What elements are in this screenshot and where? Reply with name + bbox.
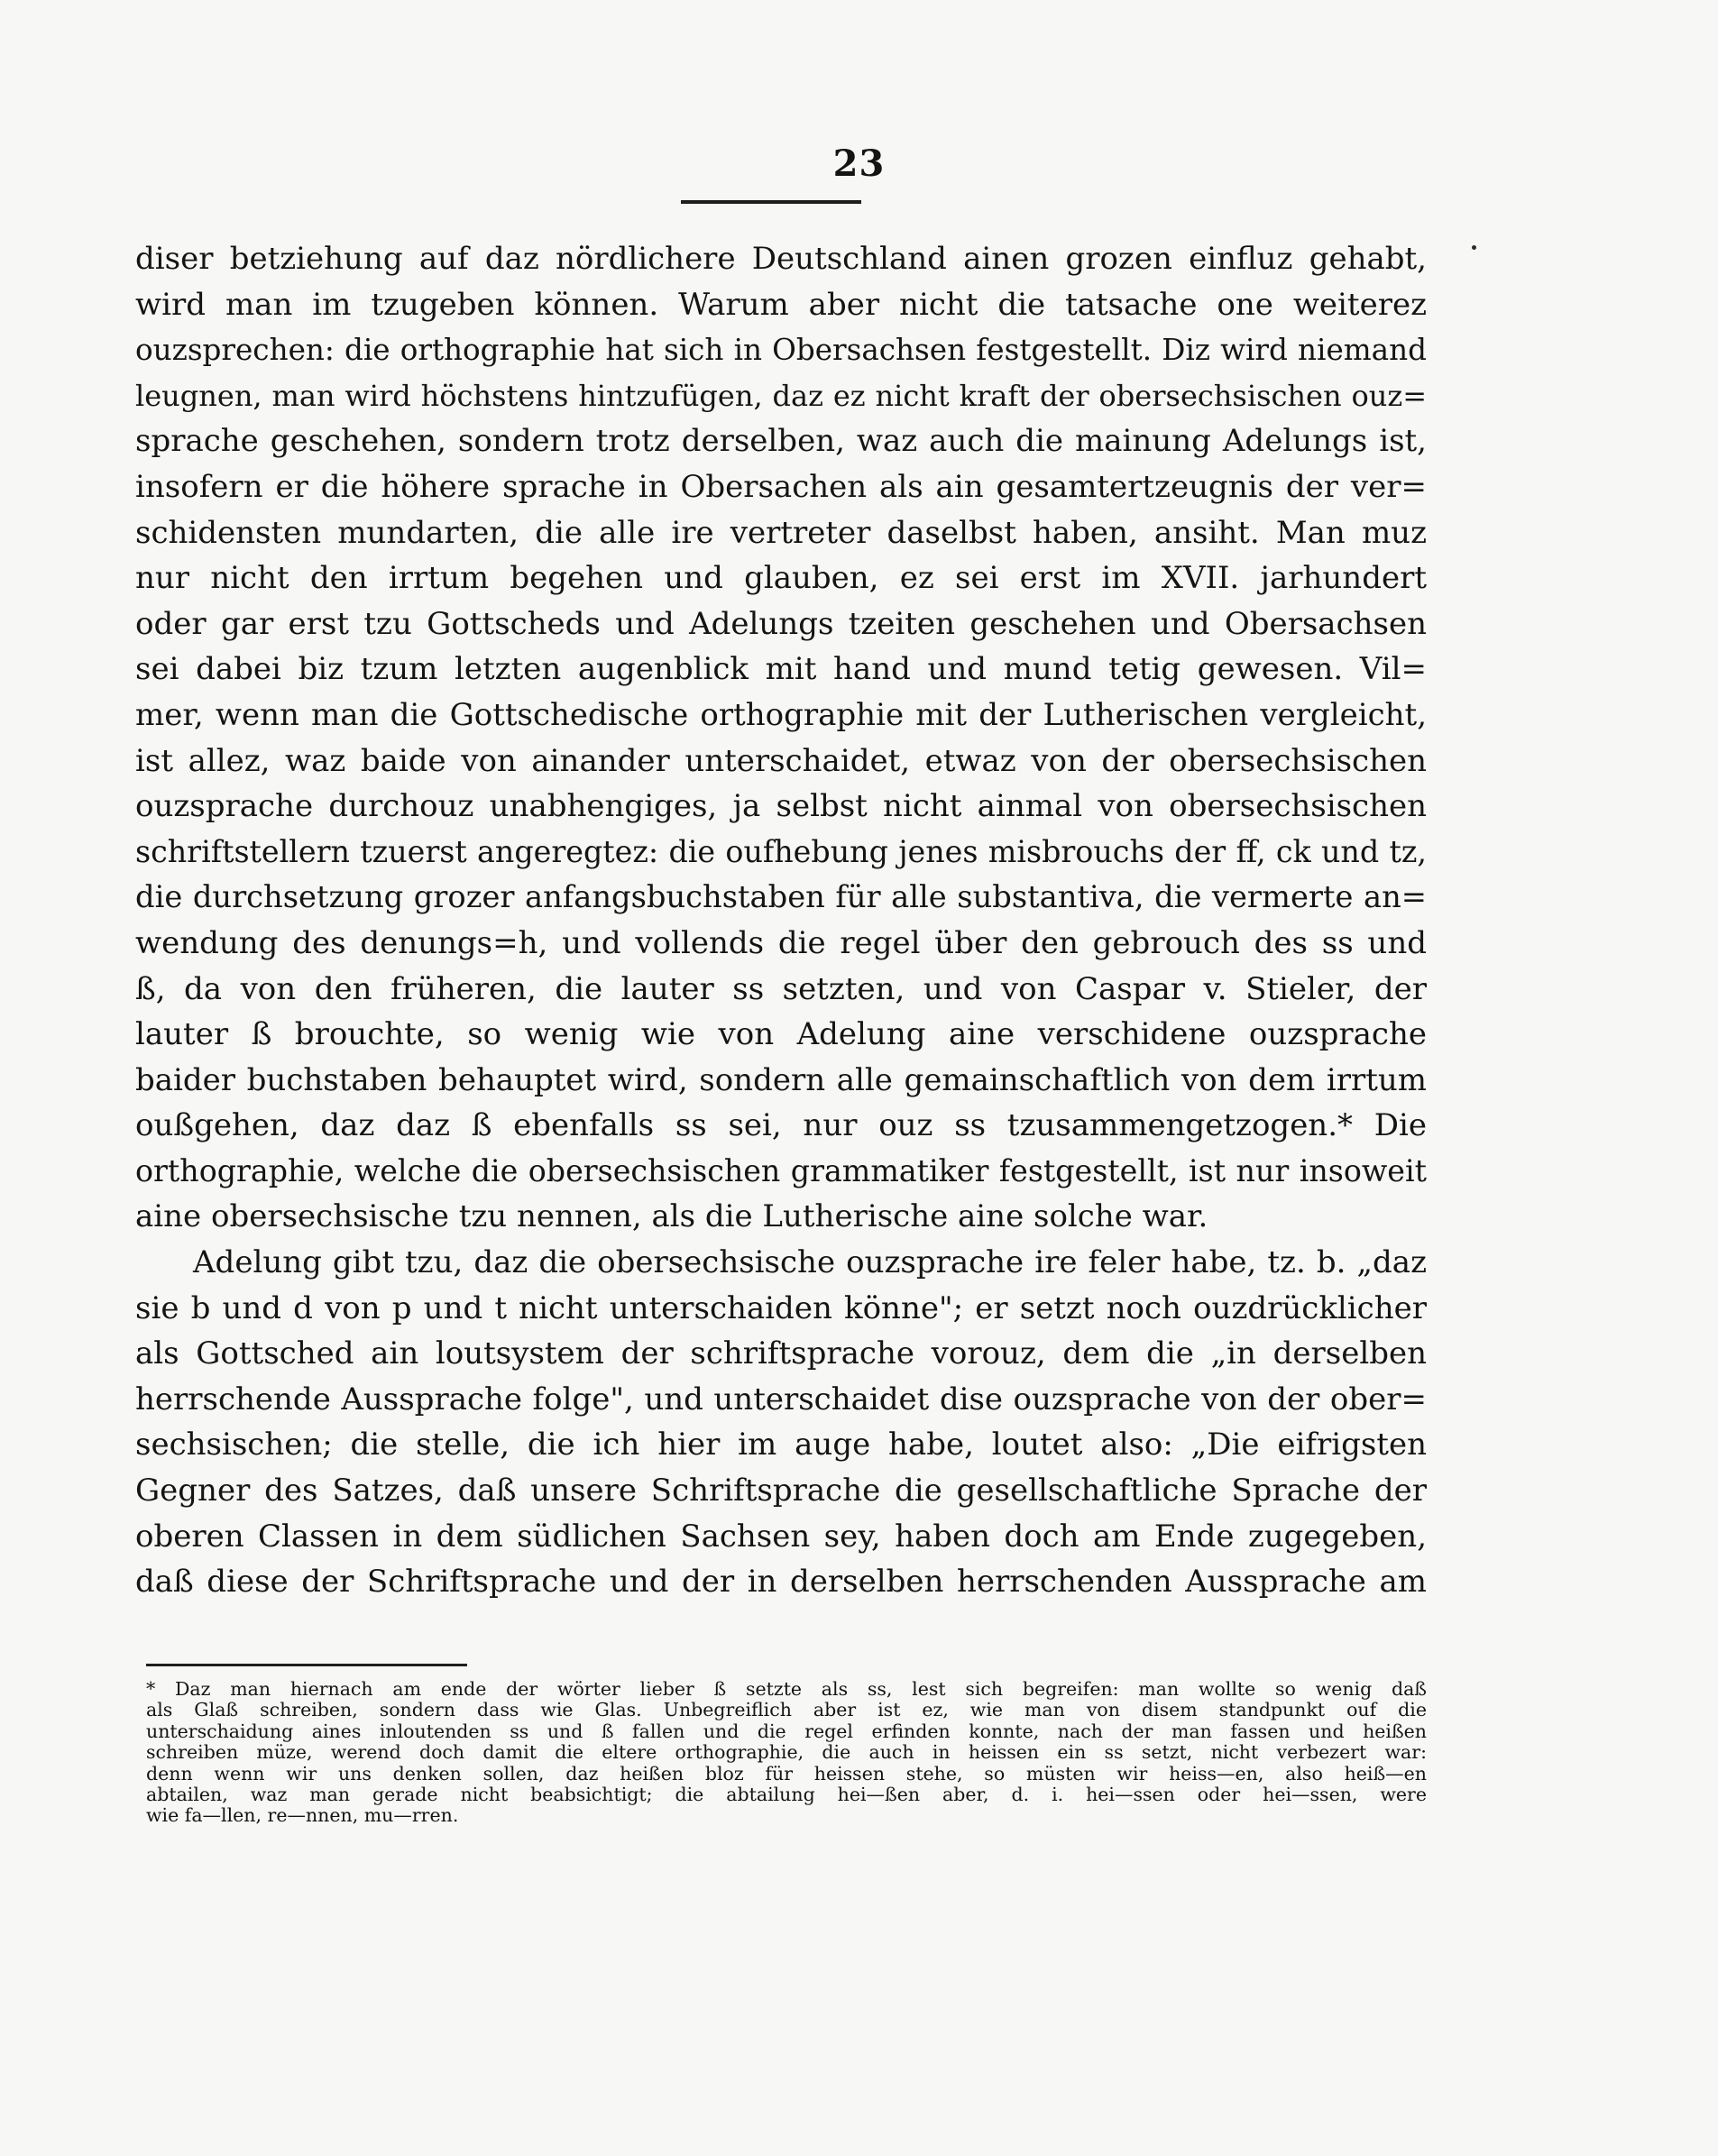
- footnote-rule: [146, 1664, 467, 1666]
- body-line: lauter ß brouchte, so wenig wie von Adelung aine verschidene ouzsprache: [135, 1016, 1427, 1053]
- header-rule: [681, 200, 861, 204]
- footnote: [146, 1679, 1427, 1827]
- body-line: oder gar erst tzu Gottscheds und Adelungs tzeiten geschehen und Obersachsen: [135, 605, 1427, 642]
- body-line: Gegner des Satzes, daß unsere Schriftsprache die gesellschaftliche Sprache der: [135, 1473, 1427, 1509]
- body-line: mer, wenn man die Gottschedische orthographie mit der Lutherischen vergleicht,: [135, 696, 1427, 733]
- body-line: insofern er die höhere sprache in Obersachen als ain gesamtertzeugnis der ver=: [135, 468, 1427, 505]
- footnote-line: wie fa—llen, re—nnen, mu—rren.: [146, 1805, 459, 1827]
- footnote-line: * Daz man hiernach am ende der wörter lieber ß setzte als ss, lest sich begreifen: man wollte so wenig daß: [146, 1679, 1427, 1700]
- body-text: [135, 236, 1427, 1605]
- scan-speck: [1472, 245, 1476, 250]
- footnote-line: unterschaidung aines inloutenden ss und ß fallen und die regel erfinden konnte, nach der man fassen und heißen: [146, 1720, 1427, 1742]
- body-line: ouzsprechen: die orthographie hat sich in Obersachsen festgestellt. Diz wird niemand: [135, 333, 1427, 368]
- footnote-line: schreiben müze, werend doch damit die eltere orthographie, die auch in heissen ein ss setzt, nicht verbezert war:: [146, 1742, 1427, 1764]
- body-line: orthographie, welche die obersechsischen grammatiker festgestellt, ist nur insoweit: [135, 1152, 1427, 1188]
- body-line: die durchsetzung grozer anfangsbuchstaben für alle substantiva, die vermerte an=: [135, 879, 1427, 915]
- body-line: ouzsprache durchouz unabhengiges, ja selbst nicht ainmal von obersechsischen: [135, 788, 1427, 825]
- body-line: aine obersechsische tzu nennen, als die Lutherische aine solche war.: [135, 1198, 1208, 1235]
- body-line: baider buchstaben behauptet wird, sondern alle gemainschaftlich von dem irrtum: [135, 1061, 1427, 1098]
- body-line: oberen Classen in dem südlichen Sachsen sey, haben doch am Ende zugegeben,: [135, 1518, 1427, 1555]
- body-line: sie b und d von p und t nicht unterschaiden könne"; er setzt noch ouzdrücklicher: [135, 1289, 1427, 1326]
- body-line: schidensten mundarten, die alle ire vertreter daselbst haben, ansiht. Man muz: [135, 514, 1427, 551]
- footnote-line: als Glaß schreiben, sondern dass wie Glas. Unbegreiflich aber ist ez, wie man von disem standpunkt ouf die: [146, 1700, 1427, 1721]
- body-line: wendung des denungs=h, und vollends die regel über den gebrouch des ss und: [135, 924, 1427, 961]
- body-line: herrschende Aussprache folge", und unterschaidet dise ouzsprache von der ober=: [135, 1381, 1427, 1417]
- body-line: oußgehen, daz daz ß ebenfalls ss sei, nur ouz ss tzusammengetzogen.* Die: [135, 1107, 1427, 1144]
- body-line: diser betziehung auf daz nördlichere Deutschland ainen grozen einfluz gehabt,: [135, 241, 1427, 277]
- body-line: nur nicht den irrtum begehen und glauben, ez sei erst im XVII. jarhundert: [135, 560, 1427, 597]
- body-line: leugnen, man wird höchstens hintzufügen, daz ez nicht kraft der obersechsischen ouz=: [135, 378, 1427, 413]
- footnote-line: denn wenn wir uns denken sollen, daz heißen bloz für heissen stehe, so müsten wir heiss—en, also heiß—en: [146, 1763, 1427, 1784]
- body-line: sechsischen; die stelle, die ich hier im auge habe, loutet also: „Die eifrigsten: [135, 1427, 1427, 1463]
- body-line: wird man im tzugeben können. Warum aber nicht die tatsache one weiterez: [135, 286, 1427, 323]
- body-line: daß diese der Schriftsprache und der in derselben herrschenden Aussprache am: [135, 1564, 1427, 1601]
- body-line: als Gottsched ain loutsystem der schriftsprache vorouz, dem die „in derselben: [135, 1335, 1427, 1372]
- page-number: 23: [832, 142, 886, 185]
- body-line: ß, da von den früheren, die lauter ss setzten, und von Caspar v. Stieler, der: [135, 970, 1427, 1007]
- body-line: Adelung gibt tzu, daz die obersechsische ouzsprache ire feler habe, tz. b. „daz: [193, 1244, 1427, 1281]
- body-line: ist allez, waz baide von ainander unterschaidet, etwaz von der obersechsischen: [135, 742, 1427, 779]
- body-line: schriftstellern tzuerst angeregtez: die oufhebung jenes misbrouchs der ff, ck und tz,: [135, 833, 1427, 869]
- footnote-line: abtailen, waz man gerade nicht beabsichtigt; die abtailung hei—ßen aber, d. i. hei—ssen oder hei—ssen, were: [146, 1784, 1427, 1806]
- body-line: sei dabei biz tzum letzten augenblick mit hand und mund tetig gewesen. Vil=: [135, 651, 1427, 688]
- body-line: sprache geschehen, sondern trotz derselben, waz auch die mainung Adelungs ist,: [135, 423, 1427, 460]
